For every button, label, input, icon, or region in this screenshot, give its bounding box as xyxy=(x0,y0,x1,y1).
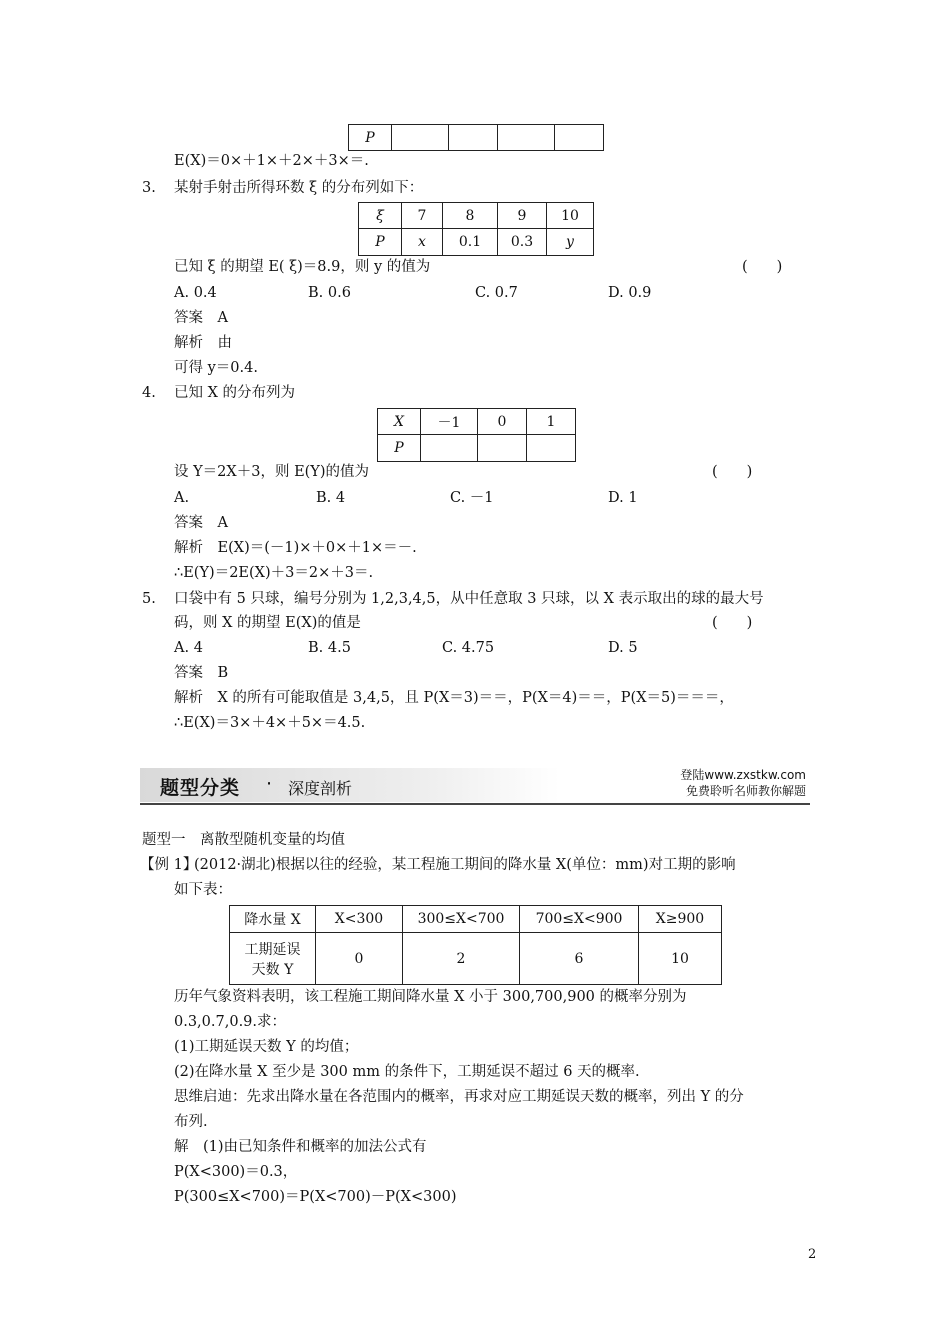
question-number: 5. xyxy=(142,591,156,607)
table-cell: X xyxy=(378,409,421,435)
result-line: ∴E(Y)＝2E(X)＋3＝2×＋3＝. xyxy=(174,565,374,581)
q3-distribution-table xyxy=(358,202,594,256)
table-cell xyxy=(478,435,527,462)
table-cell: ξ xyxy=(359,203,402,229)
table-cell: 10 xyxy=(639,933,722,985)
question-stem: 口袋中有 5 只球，编号分别为 1,2,3,4,5，从中任意取 3 只球，以 X 表示取出的球的最大号 xyxy=(174,591,764,607)
table-cell: 0 xyxy=(316,933,403,985)
row-label-line: 工期延误 xyxy=(244,941,301,958)
question-text: 已知 ξ 的期望 E( ξ)＝8.9，则 y 的值为 xyxy=(174,259,431,275)
table-cell xyxy=(421,435,478,462)
table-cell: 0.3 xyxy=(498,229,547,256)
table-cell: 7 xyxy=(402,203,443,229)
choice-d: D. 0.9 xyxy=(608,285,652,301)
table-cell xyxy=(449,125,498,151)
hint-line: 布列. xyxy=(174,1114,208,1130)
result-line: 可得 y＝0.4. xyxy=(174,360,258,376)
table-cell xyxy=(555,125,604,151)
subquestion-2: (2)在降水量 X 至少是 300 mm 的条件下，工期延误不超过 6 天的概率. xyxy=(174,1064,640,1080)
answer-paren: ( ) xyxy=(742,259,783,275)
table-header: X<300 xyxy=(316,906,403,933)
choice-c: C. 0.7 xyxy=(475,285,518,301)
table-cell: x xyxy=(402,229,443,256)
choice-b: B. 4.5 xyxy=(308,640,351,656)
banner-rule xyxy=(140,803,810,805)
table-cell: 0 xyxy=(478,409,527,435)
table-cell: P xyxy=(359,229,402,256)
table-cell: y xyxy=(547,229,594,256)
answer-line: 答案 A xyxy=(174,515,228,531)
rainfall-delay-table xyxy=(229,905,722,985)
paragraph-line: 0.3,0.7,0.9.求： xyxy=(174,1014,287,1030)
table-cell: P xyxy=(378,435,421,462)
table-cell: 6 xyxy=(520,933,639,985)
choices xyxy=(174,283,814,303)
question-stem: 已知 X 的分布列为 xyxy=(174,385,296,401)
table-row-label xyxy=(230,933,316,985)
analysis-line: 解析 E(X)＝(－1)×＋0×＋1×＝－. xyxy=(174,540,417,556)
q4-distribution-table xyxy=(377,408,576,462)
question-number: 4. xyxy=(142,385,156,401)
choice-a: A. 4 xyxy=(174,640,203,656)
solution-line: P(X<300)＝0.3， xyxy=(174,1164,298,1180)
result-line: ∴E(X)＝3×＋4×＋5×＝4.5. xyxy=(174,715,366,731)
choice-b: B. 0.6 xyxy=(308,285,351,301)
banner-dot: · xyxy=(266,773,273,795)
solution-line: 解 (1)由已知条件和概率的加法公式有 xyxy=(174,1139,427,1155)
table-cell: 8 xyxy=(443,203,498,229)
choice-c: C. －1 xyxy=(450,490,494,506)
table-header: X≥900 xyxy=(639,906,722,933)
analysis-line: 解析 X 的所有可能取值是 3,4,5，且 P(X＝3)＝＝，P(X＝4)＝＝，P(X＝5)＝＝＝， xyxy=(174,690,734,706)
table-header: 300≤X<700 xyxy=(403,906,520,933)
banner-slogan: 免费聆听名师教你解题 xyxy=(685,784,806,798)
example-text: 如下表： xyxy=(174,882,232,898)
analysis-line: 解析 由 xyxy=(174,335,232,351)
answer-line: 答案 A xyxy=(174,310,228,326)
table-cell: 9 xyxy=(498,203,547,229)
answer-paren: ( ) xyxy=(712,615,753,631)
banner-promo xyxy=(680,767,806,799)
answer-line: 答案 B xyxy=(174,665,229,681)
solution-line: P(300≤X<700)＝P(X<700)－P(X<300) xyxy=(174,1189,457,1205)
row-label-line: 天数 Y xyxy=(251,961,294,978)
section-banner xyxy=(140,765,810,805)
question-stem: 某射手射击所得环数 ξ 的分布列如下： xyxy=(174,180,424,196)
choices xyxy=(174,638,814,658)
table-cell: －1 xyxy=(421,409,478,435)
table-cell: 0.1 xyxy=(443,229,498,256)
table-cell: 10 xyxy=(547,203,594,229)
choice-a: A. xyxy=(174,490,190,506)
example-label: 【例 1】 xyxy=(140,857,198,873)
table-header: 700≤X<900 xyxy=(520,906,639,933)
banner-subtitle: 深度剖析 xyxy=(288,779,353,798)
choice-d: D. 1 xyxy=(608,490,638,506)
banner-title: 题型分类 xyxy=(160,777,241,799)
table-cell xyxy=(392,125,449,151)
hint-line: 思维启迪：先求出降水量在各范围内的概率，再求对应工期延误天数的概率，列出 Y 的分 xyxy=(174,1089,744,1105)
table-cell xyxy=(527,435,576,462)
example-text: (2012·湖北)根据以往的经验，某工程施工期间的降水量 X(单位：mm)对工期的影响 xyxy=(194,857,736,873)
table-cell: 2 xyxy=(403,933,520,985)
top-distribution-table xyxy=(348,124,604,151)
question-number: 3. xyxy=(142,180,156,196)
expectation-line: E(X)＝0×＋1×＋2×＋3×＝. xyxy=(174,153,369,169)
page-number: 2 xyxy=(808,1247,817,1262)
answer-paren: ( ) xyxy=(712,464,753,480)
table-cell: 1 xyxy=(527,409,576,435)
subquestion-1: (1)工期延误天数 Y 的均值； xyxy=(174,1039,359,1055)
table-header: 降水量 X xyxy=(230,906,316,933)
table-cell: P xyxy=(349,125,392,151)
choice-a: A. 0.4 xyxy=(174,285,217,301)
paragraph-line: 历年气象资料表明，该工程施工期间降水量 X 小于 300,700,900 的概率分别为 xyxy=(174,989,687,1005)
choice-d: D. 5 xyxy=(608,640,638,656)
table-cell xyxy=(498,125,555,151)
question-stem: 码，则 X 的期望 E(X)的值是 xyxy=(174,615,361,631)
banner-website: 登陆www.zxstkw.com xyxy=(680,768,806,782)
choice-c: C. 4.75 xyxy=(442,640,495,656)
section-heading: 题型一 离散型随机变量的均值 xyxy=(142,832,345,848)
choice-b: B. 4 xyxy=(316,490,346,506)
question-text: 设 Y＝2X＋3，则 E(Y)的值为 xyxy=(174,464,370,480)
choices xyxy=(174,488,814,508)
